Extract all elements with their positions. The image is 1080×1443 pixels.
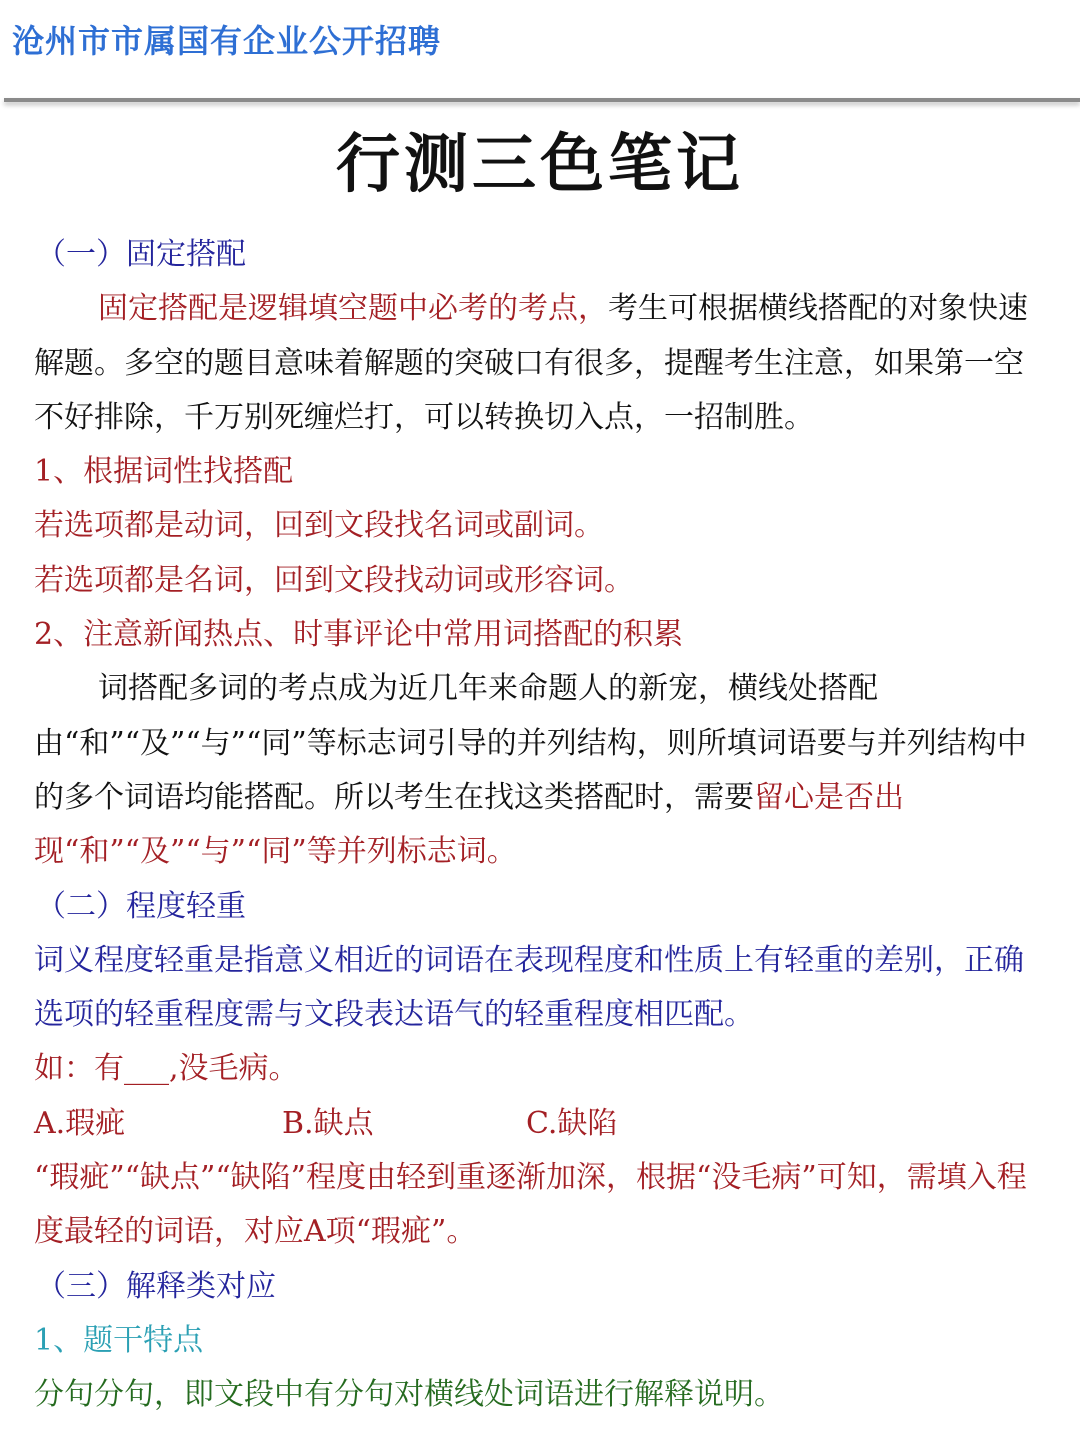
section1-heading: （一）固定搭配 xyxy=(36,237,246,272)
header-divider xyxy=(4,98,1080,102)
note-body xyxy=(34,228,1046,1423)
brand-title: 沧州市市属国有企业公开招聘 xyxy=(12,22,442,60)
section1-point1: 1、根据词性找搭配 xyxy=(34,454,294,490)
header-bar xyxy=(0,0,1080,100)
section1-intro-highlight: 固定搭配是逻辑填空题中必考的考点， xyxy=(98,291,608,327)
section1-intro-text: 考生可根据横线搭配的对象快速解题。多空的题目意味着解题的突破口有很多，提醒考生注意，如果第一空不好排除，千万别死缠烂打，可以转换切入点，一招制胜。 xyxy=(34,291,1028,435)
section2-example: 如：有___,没毛病。 xyxy=(34,1051,299,1087)
section1-point2: 2、注意新闻热点、时事评论中常用词搭配的积累 xyxy=(34,617,684,653)
section1-point1-line1: 若选项都是动词，回到文段找名词或副词。 xyxy=(34,508,604,544)
page-title: 行测三色笔记 xyxy=(336,127,744,202)
section1-point2-paragraph xyxy=(34,662,1046,879)
option-a: A.瑕疵 xyxy=(34,1105,126,1141)
section2-definition: 词义程度轻重是指意义相近的词语在表现程度和性质上有轻重的差别，正确选项的轻重程度需与文段表达语气的轻重程度相匹配。 xyxy=(34,942,1024,1033)
section1-point2-highlight: 留心是否出现“和”“及”“与”“同”等并列标志词。 xyxy=(34,779,904,870)
section1-point2-text: 词搭配多词的考点成为近几年来命题人的新宠，横线处搭配由“和”“及”“与”“同”等标志词引导的并列结构，则所填词语要与并列结构中的多个词语均能搭配。所以考生在找这类搭配时，需要 xyxy=(34,671,1027,815)
section2-explanation: “瑕疵”“缺点”“缺陷”程度由轻到重逐渐加深，根据“没毛病”可知，需填入程度最轻的词语，对应A项“瑕疵”。 xyxy=(34,1160,1027,1250)
section1-intro xyxy=(34,282,1046,445)
option-c: C.缺陷 xyxy=(526,1105,618,1141)
section3-heading: （三）解释类对应 xyxy=(36,1268,276,1304)
section3-point1-text: 分句分句，即文段中有分句对横线处词语进行解释说明。 xyxy=(34,1377,784,1413)
section2-heading: （二）程度轻重 xyxy=(36,888,246,924)
option-b: B.缺点 xyxy=(282,1105,374,1141)
section2-options xyxy=(34,1097,1046,1151)
section3-point1: 1、题干特点 xyxy=(34,1322,204,1358)
section1-point1-line2: 若选项都是名词，回到文段找动词或形容词。 xyxy=(34,562,634,598)
